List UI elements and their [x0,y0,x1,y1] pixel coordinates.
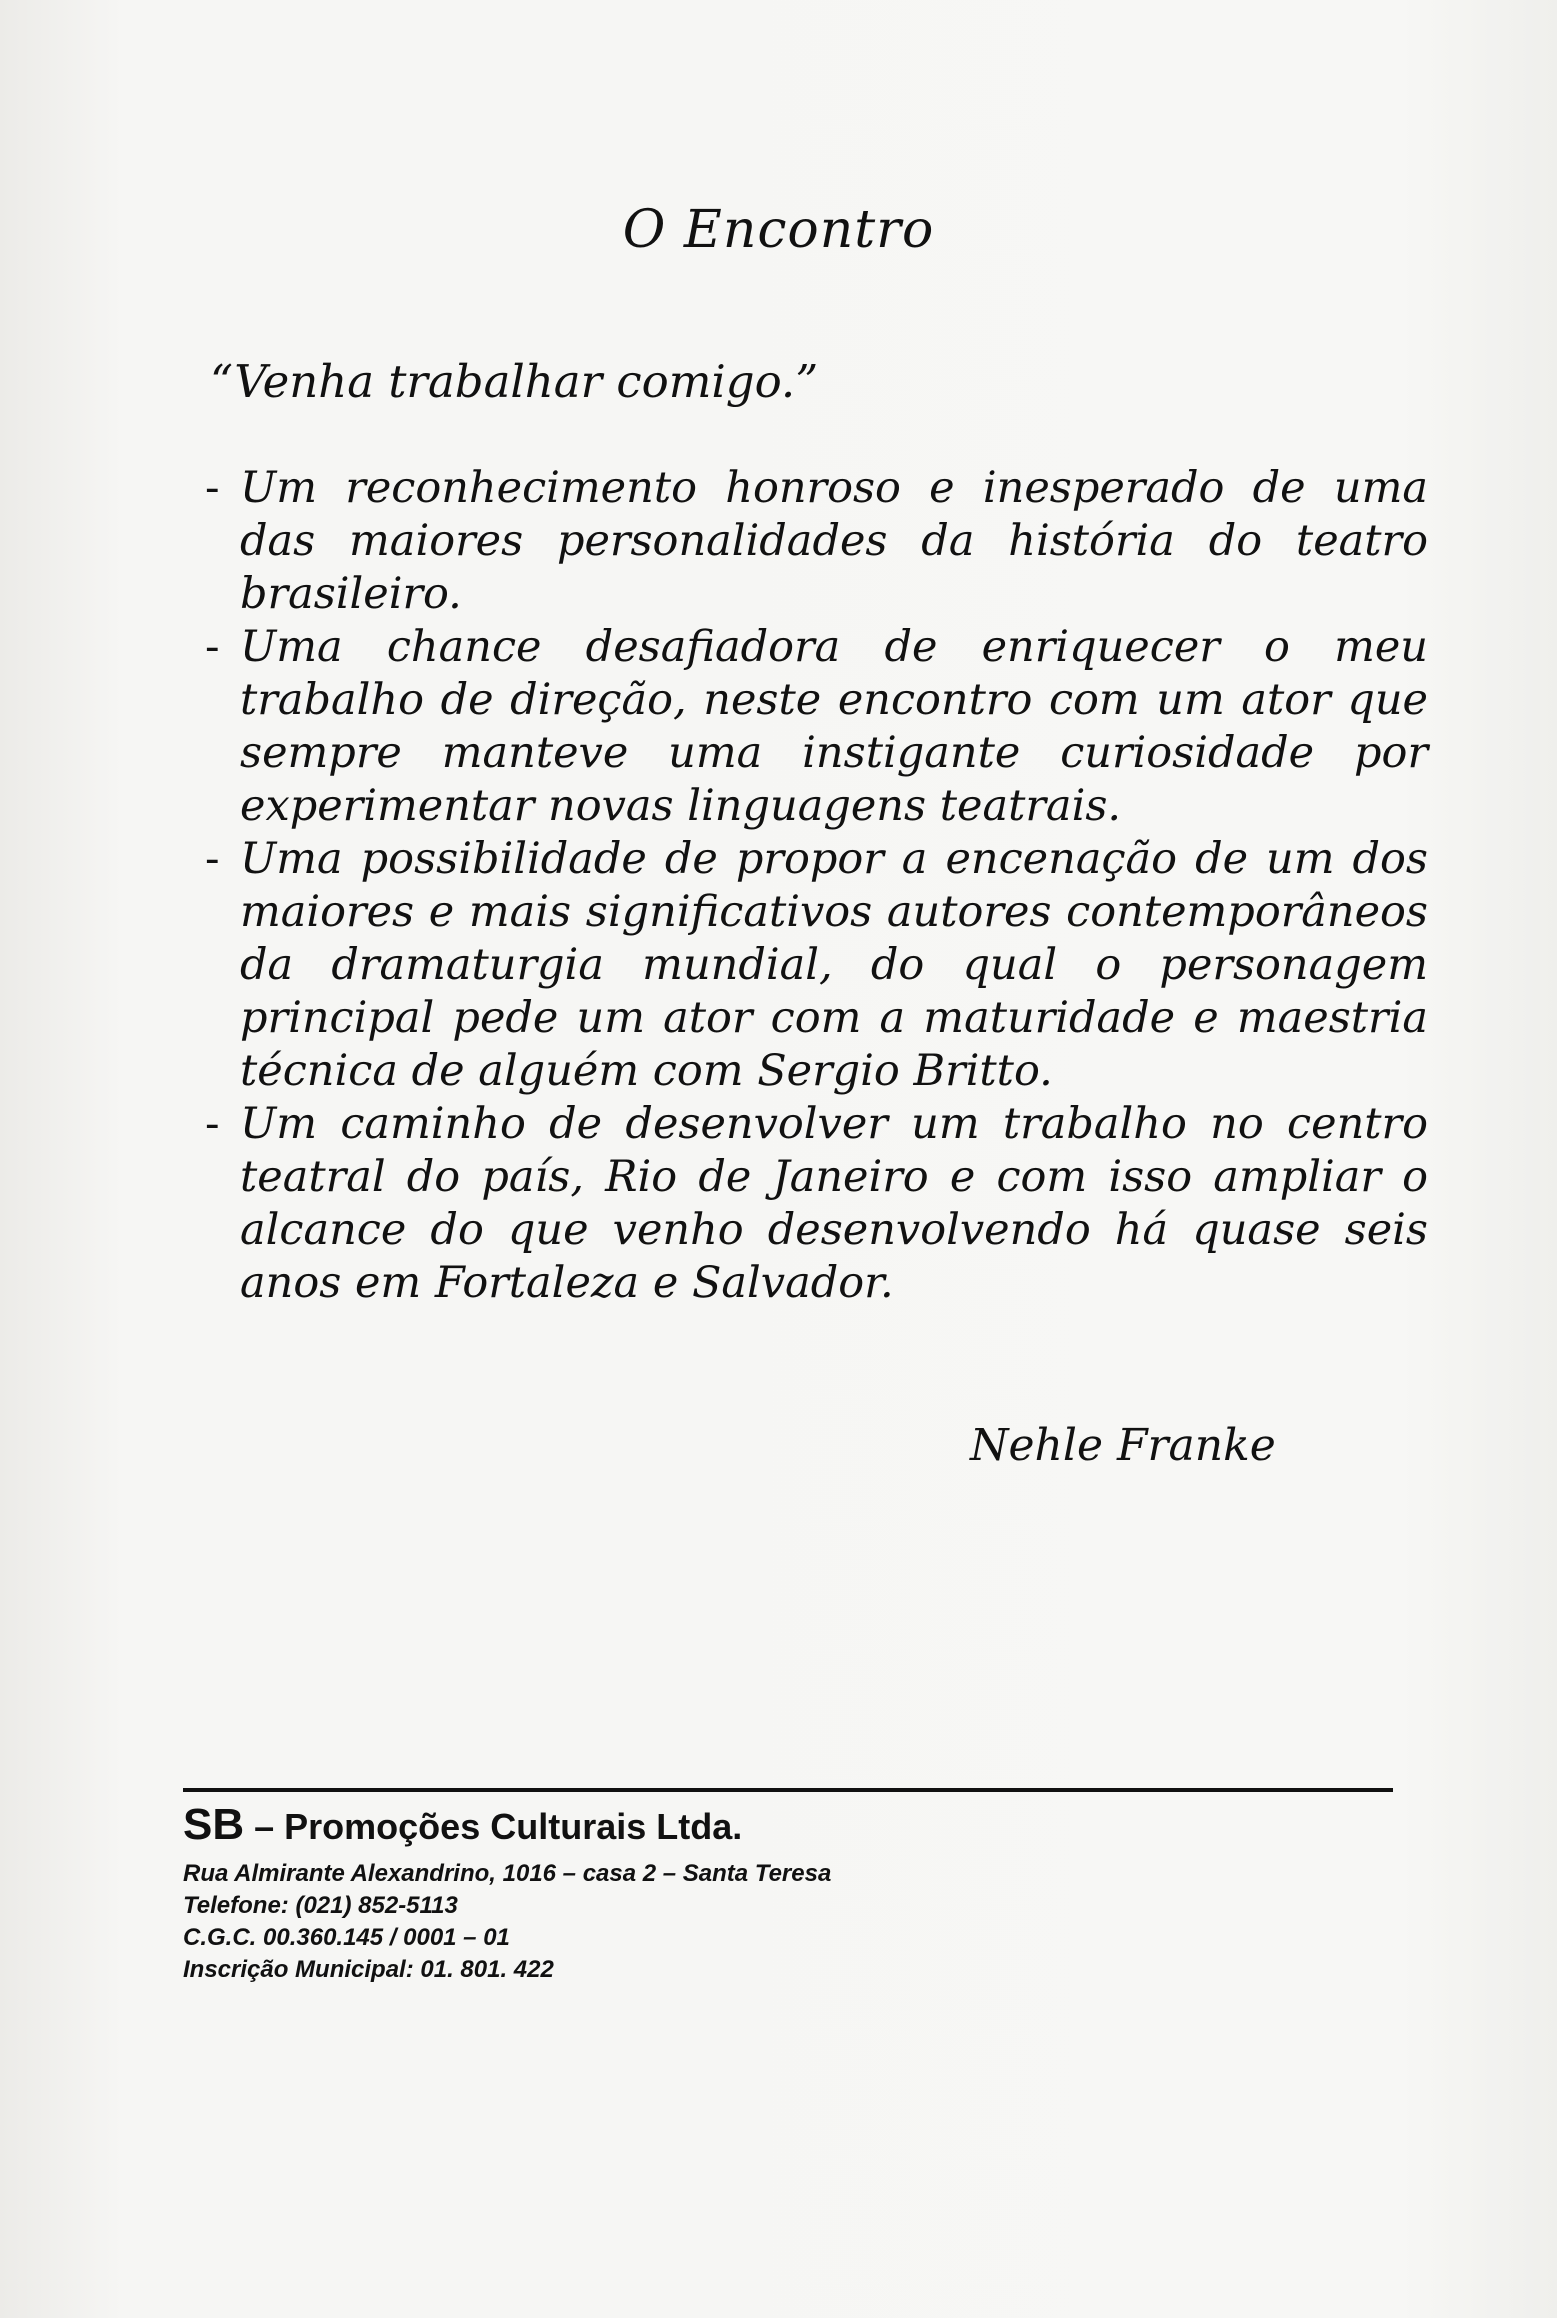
bullet-dash: - [205,834,220,884]
bullet-item [195,621,1428,833]
bullet-text: Uma possibilidade de propor a encenação de um dos maiores e mais significativos autores contemporâneos da dramaturgia mundial, do qual o personagem principal pede um ator com a maturidade e maestria técnica de alguém com Sergio Britto. [240,834,1428,1096]
bullet-dash: - [205,463,220,513]
company-phone: Telefone: (021) 852-5113 [183,1892,458,1919]
bullet-dash: - [205,622,220,672]
bullet-dash: - [205,1099,220,1149]
letterhead-footer [183,1800,831,1986]
company-name-text: – Promoções Culturais Ltda. [244,1806,743,1847]
bullet-text: Uma chance desafiadora de enriquecer o meu trabalho de direção, neste encontro com um ator que sempre manteve uma instigante curiosidade por experimentar novas linguagens teatrais. [240,622,1428,831]
footer-divider [183,1788,1393,1792]
company-initials: SB [183,1800,245,1849]
signature: Nehle Franke [970,1420,1276,1471]
opening-quote: “Venha trabalhar comigo.” [210,355,819,408]
company-address: Rua Almirante Alexandrino, 1016 – casa 2 – Santa Teresa [183,1860,832,1887]
page-title: O Encontro [622,200,935,260]
company-name [183,1800,831,1850]
company-inscricao: Inscrição Municipal: 01. 801. 422 [183,1956,554,1983]
bullet-text: Um reconhecimento honroso e inesperado de uma das maiores personalidades da história do teatro brasileiro. [240,463,1428,619]
bullet-list [195,462,1428,1310]
company-cgc: C.G.C. 00.360.145 / 0001 – 01 [183,1924,510,1951]
bullet-text: Um caminho de desenvolver um trabalho no centro teatral do país, Rio de Janeiro e com isso ampliar o alcance do que venho desenvolvendo há quase seis anos em Fortaleza e Salvador. [240,1099,1428,1308]
bullet-item [195,1098,1428,1310]
bullet-item [195,462,1428,621]
bullet-item [195,833,1428,1098]
